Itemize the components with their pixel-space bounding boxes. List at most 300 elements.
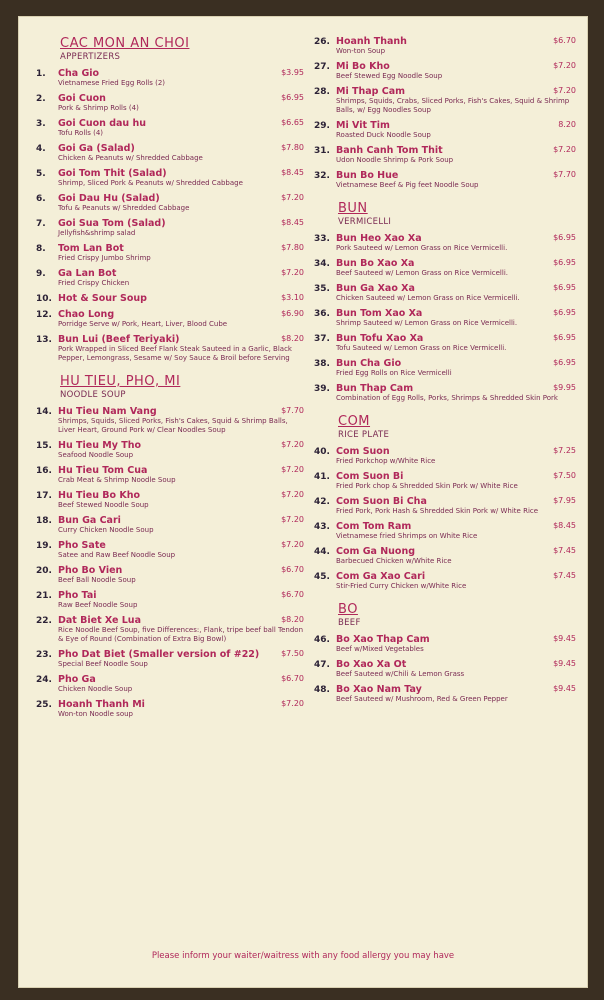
item-name: Goi Sua Tom (Salad)	[58, 218, 166, 229]
item-name: Bun Heo Xao Xa	[336, 233, 422, 244]
item-name: Bo Xao Nam Tay	[336, 684, 422, 695]
item-row	[58, 193, 304, 204]
item-description: Beef Sauteed w/ Lemon Grass on Rice Vermicelli.	[336, 269, 508, 277]
item-price: $6.95	[553, 258, 576, 267]
noodle-soup-continued-list	[314, 36, 576, 190]
item-price: $8.45	[281, 168, 304, 177]
menu-item	[314, 571, 576, 591]
menu-item	[314, 170, 576, 190]
item-description: Vietnamese Fried Egg Rolls (2)	[58, 79, 166, 87]
item-number: 16.	[36, 466, 52, 476]
item-description: Beef Sauteed w/ Mushroom, Red & Green Pepper	[336, 695, 508, 703]
item-row	[58, 68, 304, 79]
item-row	[58, 590, 304, 601]
item-number: 1.	[36, 69, 46, 79]
menu-item	[314, 61, 576, 81]
item-number: 46.	[314, 635, 330, 645]
item-price: $8.20	[281, 615, 304, 624]
item-body	[58, 490, 304, 510]
menu-item	[36, 615, 304, 644]
item-description: Curry Chicken Noodle Soup	[58, 526, 154, 534]
item-number: 43.	[314, 522, 330, 532]
item-name: Hu Tieu Nam Vang	[58, 406, 157, 417]
item-name: Com Suon	[336, 446, 390, 457]
item-name: Com Ga Nuong	[336, 546, 416, 557]
menu-item	[314, 684, 576, 704]
menu-item	[36, 649, 304, 669]
item-number: 14.	[36, 407, 52, 417]
item-row	[336, 358, 576, 369]
item-body	[58, 309, 304, 329]
item-description: Won-ton Soup	[336, 47, 386, 55]
item-row	[336, 120, 576, 131]
item-description: Shrimps, Squids, Sliced Porks, Fish's Cakes, Squid & Shrimp Balls, Liver Heart, Ground Pork w/ Clear Noodles Soup	[58, 417, 288, 434]
item-price: $6.70	[281, 590, 304, 599]
item-description: Special Beef Noodle Soup	[58, 660, 148, 668]
item-body	[58, 334, 304, 363]
item-description: Chicken & Peanuts w/ Shredded Cabbage	[58, 154, 203, 162]
menu-item	[314, 283, 576, 303]
item-row	[58, 699, 304, 710]
item-name: Goi Ga (Salad)	[58, 143, 135, 154]
item-body	[58, 193, 304, 213]
item-name: Bun Tom Xao Xa	[336, 308, 423, 319]
item-row	[336, 283, 576, 294]
item-row	[58, 143, 304, 154]
item-body	[336, 170, 576, 190]
menu-item	[36, 68, 304, 88]
item-body	[58, 649, 304, 669]
item-number: 18.	[36, 516, 52, 526]
section-title-noodle-soup: HU TIEU, PHO, MI	[60, 374, 181, 389]
item-price: $6.90	[281, 309, 304, 318]
left-column	[36, 36, 304, 724]
item-row	[58, 540, 304, 551]
item-price: $7.25	[553, 446, 576, 455]
menu-item	[36, 540, 304, 560]
appetizers-list	[36, 68, 304, 363]
menu-item	[36, 674, 304, 694]
item-price: $7.50	[281, 649, 304, 658]
item-body	[58, 615, 304, 644]
item-number: 47.	[314, 660, 330, 670]
item-body	[336, 496, 576, 516]
item-price: $7.70	[553, 170, 576, 179]
section-title-appetizers: CAC MON AN CHOI	[60, 36, 190, 51]
item-row	[336, 571, 576, 582]
item-name: Bo Xao Xa Ot	[336, 659, 407, 670]
item-number: 3.	[36, 119, 46, 129]
item-price: $7.20	[553, 61, 576, 70]
section-subtitle-com: RICE PLATE	[338, 430, 390, 440]
item-number: 31.	[314, 146, 330, 156]
item-row	[336, 86, 576, 97]
item-price: $7.20	[281, 193, 304, 202]
item-row	[58, 118, 304, 129]
item-body	[336, 471, 576, 491]
menu-item	[314, 333, 576, 353]
menu-item	[36, 143, 304, 163]
item-price: $6.95	[281, 93, 304, 102]
menu-item	[36, 243, 304, 263]
item-price: $8.45	[553, 521, 576, 530]
item-description: Jellyfish&shrimp salad	[58, 229, 136, 237]
item-row	[336, 634, 576, 645]
item-description: Beef Stewed Noodle Soup	[58, 501, 149, 509]
menu-item	[314, 86, 576, 115]
item-body	[58, 565, 304, 585]
item-description: Fried Pork chop & Shredded Skin Pork w/ White Rice	[336, 482, 518, 490]
item-body	[58, 515, 304, 535]
item-body	[336, 383, 576, 403]
item-number: 38.	[314, 359, 330, 369]
menu-item	[36, 193, 304, 213]
item-description: Chicken Noodle Soup	[58, 685, 133, 693]
item-name: Bun Ga Cari	[58, 515, 121, 526]
menu-item	[36, 490, 304, 510]
item-body	[58, 540, 304, 560]
item-row	[58, 406, 304, 417]
item-number: 9.	[36, 269, 46, 279]
item-name: Pho Ga	[58, 674, 96, 685]
item-name: Bun Bo Hue	[336, 170, 399, 181]
item-row	[58, 168, 304, 179]
item-name: Mi Vit Tim	[336, 120, 390, 131]
item-number: 23.	[36, 650, 52, 660]
item-description: Beef Ball Noodle Soup	[58, 576, 136, 584]
item-name: Ga Lan Bot	[58, 268, 117, 279]
menu-item	[314, 36, 576, 56]
item-number: 45.	[314, 572, 330, 582]
item-body	[58, 590, 304, 610]
item-body	[58, 143, 304, 163]
item-price: $6.95	[553, 233, 576, 242]
item-row	[336, 383, 576, 394]
item-body	[336, 571, 576, 591]
item-price: $7.20	[281, 465, 304, 474]
item-number: 28.	[314, 87, 330, 97]
item-row	[336, 36, 576, 47]
item-name: Goi Dau Hu (Salad)	[58, 193, 160, 204]
item-body	[336, 659, 576, 679]
item-number: 42.	[314, 497, 330, 507]
item-row	[336, 684, 576, 695]
item-price: $7.20	[281, 268, 304, 277]
item-row	[58, 565, 304, 576]
item-price: $3.95	[281, 68, 304, 77]
item-price: $7.20	[281, 440, 304, 449]
item-name: Bun Thap Cam	[336, 383, 414, 394]
item-description: Satee and Raw Beef Noodle Soup	[58, 551, 176, 559]
item-price: $6.95	[553, 358, 576, 367]
item-description: Rice Noodle Beef Soup, five Differences:, Flank, tripe beef ball Tendon & Eye of Round (Combination of Extra Big Bowl)	[58, 626, 304, 643]
item-body	[58, 674, 304, 694]
item-price: $7.20	[281, 540, 304, 549]
section-subtitle-appetizers: APPERTIZERS	[60, 52, 121, 62]
item-number: 4.	[36, 144, 46, 154]
item-body	[58, 118, 304, 138]
item-price: $6.70	[553, 36, 576, 45]
item-row	[336, 521, 576, 532]
item-number: 24.	[36, 675, 52, 685]
item-body	[336, 546, 576, 566]
item-row	[58, 490, 304, 501]
menu-item	[36, 168, 304, 188]
item-body	[58, 168, 304, 188]
menu-item	[314, 496, 576, 516]
item-description: Raw Beef Noodle Soup	[58, 601, 138, 609]
item-body	[336, 333, 576, 353]
item-number: 40.	[314, 447, 330, 457]
item-name: Pho Tai	[58, 590, 97, 601]
item-description: Crab Meat & Shrimp Noodle Soup	[58, 476, 176, 484]
menu-item	[36, 268, 304, 288]
item-price: $6.95	[553, 283, 576, 292]
item-number: 8.	[36, 244, 46, 254]
menu-item	[314, 120, 576, 140]
item-name: Bun Lui (Beef Teriyaki)	[58, 334, 180, 345]
item-row	[336, 471, 576, 482]
item-number: 44.	[314, 547, 330, 557]
menu-item	[314, 383, 576, 403]
item-number: 19.	[36, 541, 52, 551]
item-row	[336, 233, 576, 244]
item-price: $9.45	[553, 684, 576, 693]
item-description: Fried Pork, Pork Hash & Shredded Skin Pork w/ White Rice	[336, 507, 539, 515]
item-name: Bun Bo Xao Xa	[336, 258, 415, 269]
item-description: Beef Stewed Egg Noodle Soup	[336, 72, 443, 80]
item-price: $6.95	[553, 308, 576, 317]
item-number: 17.	[36, 491, 52, 501]
item-row	[58, 93, 304, 104]
item-description: Fried Egg Rolls on Rice Vermicelli	[336, 369, 452, 377]
section-title-com: COM	[338, 414, 371, 429]
menu-item	[36, 93, 304, 113]
item-body	[58, 93, 304, 113]
item-body	[336, 308, 576, 328]
item-body	[58, 440, 304, 460]
item-description: Chicken Sauteed w/ Lemon Grass on Rice Vermicelli.	[336, 294, 520, 302]
item-description: Tofu & Peanuts w/ Shredded Cabbage	[58, 204, 190, 212]
item-description: Vietnamese fried Shrimps on White Rice	[336, 532, 478, 540]
item-name: Hoanh Thanh	[336, 36, 407, 47]
item-price: $3.10	[281, 293, 304, 302]
menu-item	[314, 145, 576, 165]
item-description: Seafood Noodle Soup	[58, 451, 134, 459]
item-row	[336, 61, 576, 72]
menu-item	[36, 440, 304, 460]
item-number: 7.	[36, 219, 46, 229]
item-description: Stir-Fried Curry Chicken w/White Rice	[336, 582, 467, 590]
item-row	[336, 659, 576, 670]
item-name: Com Suon Bi	[336, 471, 404, 482]
item-number: 20.	[36, 566, 52, 576]
item-row	[336, 333, 576, 344]
item-body	[336, 86, 576, 115]
item-description: Udon Noodle Shrimp & Pork Soup	[336, 156, 454, 164]
item-price: $9.45	[553, 659, 576, 668]
item-description: Shrimp Sauteed w/ Lemon Grass on Rice Vermicelli.	[336, 319, 518, 327]
item-name: Banh Canh Tom Thit	[336, 145, 443, 156]
item-name: Pho Bo Vien	[58, 565, 123, 576]
item-number: 5.	[36, 169, 46, 179]
item-price: $6.95	[553, 333, 576, 342]
item-row	[58, 268, 304, 279]
menu-item	[314, 521, 576, 541]
item-body	[336, 446, 576, 466]
item-price: $9.45	[553, 634, 576, 643]
item-row	[58, 515, 304, 526]
item-price: $7.45	[553, 546, 576, 555]
menu-item	[36, 309, 304, 329]
item-name: Hu Tieu Bo Kho	[58, 490, 140, 501]
item-name: Bun Cha Gio	[336, 358, 402, 369]
item-description: Fried Crispy Chicken	[58, 279, 130, 287]
item-name: Bun Ga Xao Xa	[336, 283, 415, 294]
item-body	[336, 36, 576, 56]
item-body	[58, 243, 304, 263]
item-description: Pork & Shrimp Rolls (4)	[58, 104, 139, 112]
item-number: 39.	[314, 384, 330, 394]
allergy-notice: Please inform your waiter/waitress with any food allergy you may have	[151, 951, 455, 961]
menu-item	[314, 233, 576, 253]
item-number: 33.	[314, 234, 330, 244]
item-price: $7.45	[553, 571, 576, 580]
menu-page	[18, 16, 588, 988]
item-body	[336, 258, 576, 278]
item-description: Shrimps, Squids, Crabs, Sliced Porks, Fish's Cakes, Squid & Shrimp Balls, w/ Egg Noodles Soup	[336, 97, 570, 114]
item-number: 35.	[314, 284, 330, 294]
item-description: Tofu Rolls (4)	[58, 129, 104, 137]
item-row	[58, 465, 304, 476]
item-row	[58, 674, 304, 685]
noodle-soup-list	[36, 406, 304, 719]
item-number: 25.	[36, 700, 52, 710]
item-description: Beef Sauteed w/Chili & Lemon Grass	[336, 670, 465, 678]
item-name: Dat Biet Xe Lua	[58, 615, 141, 626]
item-body	[58, 293, 304, 304]
item-name: Chao Long	[58, 309, 115, 320]
item-body	[336, 521, 576, 541]
item-price: $7.70	[281, 406, 304, 415]
item-price: $7.20	[281, 515, 304, 524]
item-row	[336, 546, 576, 557]
item-row	[58, 440, 304, 451]
item-body	[58, 218, 304, 238]
item-price: $7.20	[281, 490, 304, 499]
section-title-bo: BO	[338, 602, 358, 617]
item-name: Goi Cuon	[58, 93, 106, 104]
menu-item	[36, 465, 304, 485]
item-number: 37.	[314, 334, 330, 344]
item-number: 34.	[314, 259, 330, 269]
item-name: Cha Gio	[58, 68, 100, 79]
item-body	[58, 268, 304, 288]
item-description: Fried Porkchop w/White Rice	[336, 457, 436, 465]
item-body	[336, 634, 576, 654]
item-number: 32.	[314, 171, 330, 181]
menu-item	[314, 308, 576, 328]
section-subtitle-bun: VERMICELLI	[338, 217, 392, 227]
menu-item	[36, 406, 304, 435]
item-price: 8.20	[558, 120, 576, 129]
item-price: $6.70	[281, 674, 304, 683]
item-number: 10.	[36, 294, 52, 304]
menu-item	[36, 515, 304, 535]
item-row	[58, 615, 304, 626]
item-body	[336, 145, 576, 165]
item-row	[336, 170, 576, 181]
item-number: 12.	[36, 310, 52, 320]
item-body	[336, 61, 576, 81]
item-price: $7.50	[553, 471, 576, 480]
menu-item	[314, 258, 576, 278]
menu-item	[36, 118, 304, 138]
menu-item	[36, 218, 304, 238]
menu-item	[314, 634, 576, 654]
menu-item	[314, 446, 576, 466]
item-price: $7.80	[281, 243, 304, 252]
item-description: Barbecued Chicken w/White Rice	[336, 557, 452, 565]
item-name: Bun Tofu Xao Xa	[336, 333, 424, 344]
item-price: $7.95	[553, 496, 576, 505]
item-price: $8.20	[281, 334, 304, 343]
item-body	[336, 233, 576, 253]
item-number: 6.	[36, 194, 46, 204]
item-description: Porridge Serve w/ Pork, Heart, Liver, Blood Cube	[58, 320, 228, 328]
item-description: Beef w/Mixed Vegetables	[336, 645, 424, 653]
item-row	[336, 496, 576, 507]
item-price: $7.80	[281, 143, 304, 152]
item-price: $6.65	[281, 118, 304, 127]
menu-item	[36, 334, 304, 363]
item-number: 21.	[36, 591, 52, 601]
item-number: 22.	[36, 616, 52, 626]
item-body	[336, 358, 576, 378]
item-number: 41.	[314, 472, 330, 482]
item-row	[336, 308, 576, 319]
vermicelli-list	[314, 233, 576, 403]
item-description: Tofu Sauteed w/ Lemon Grass on Rice Vermicelli.	[336, 344, 507, 352]
item-body	[336, 120, 576, 140]
item-name: Pho Dat Biet (Smaller version of #22)	[58, 649, 260, 660]
item-description: Combination of Egg Rolls, Porks, Shrimps & Shredded Skin Pork	[336, 394, 558, 402]
section-title-bun: BUN	[338, 201, 368, 216]
item-description: Fried Crispy Jumbo Shrimp	[58, 254, 151, 262]
item-name: Goi Cuon dau hu	[58, 118, 147, 129]
item-name: Com Tom Ram	[336, 521, 412, 532]
item-price: $7.20	[553, 145, 576, 154]
rice-plate-list	[314, 446, 576, 591]
item-number: 27.	[314, 62, 330, 72]
item-number: 48.	[314, 685, 330, 695]
item-body	[336, 684, 576, 704]
item-row	[58, 293, 304, 304]
menu-item	[36, 565, 304, 585]
item-price: $9.95	[553, 383, 576, 392]
item-number: 2.	[36, 94, 46, 104]
menu-item	[36, 590, 304, 610]
item-body	[336, 283, 576, 303]
item-description: Pork Wrapped in Sliced Beef Flank Steak Sauteed in a Garlic, Black Pepper, Lemongrass, Sesame w/ Soy Sauce & Broil before Serving	[58, 345, 292, 362]
item-name: Hu Tieu My Tho	[58, 440, 141, 451]
item-description: Roasted Duck Noodle Soup	[336, 131, 431, 139]
item-body	[58, 465, 304, 485]
item-row	[58, 649, 304, 660]
item-number: 26.	[314, 37, 330, 47]
item-row	[58, 218, 304, 229]
menu-item	[314, 659, 576, 679]
